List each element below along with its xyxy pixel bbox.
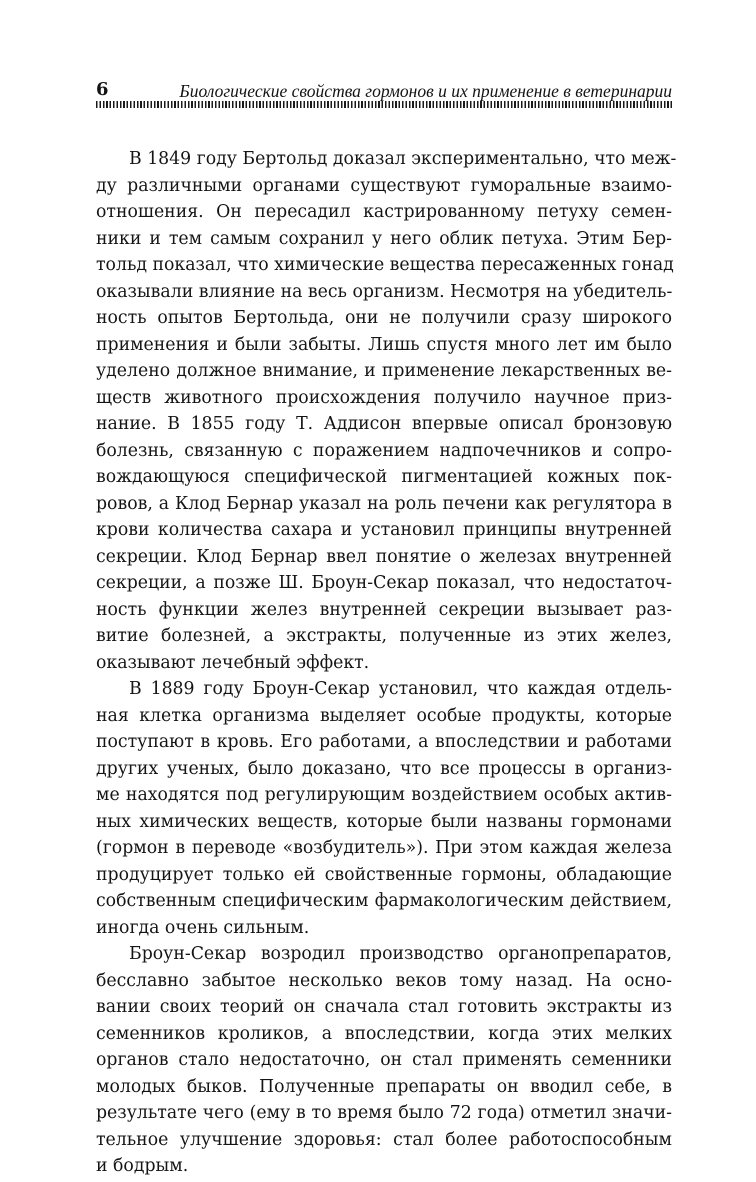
page-number: 6 [96,79,109,100]
text-line: Броун-Секар возродил производство органопрепаратов, [129,944,672,964]
text-line: крови количества сахара и установил принципы внутренней [96,520,672,540]
running-title: Биологические свойства гормонов и их применение в ветеринарии [179,81,672,101]
text-line: В 1849 году Бертольд доказал экспериментально, что меж- [129,149,677,169]
text-line: витие болезней, а экстракты, полученные из этих желез, [96,626,672,646]
text-line: тольд показал, что химические вещества пересаженных гонад [96,255,674,275]
text-line: и бодрым. [96,1156,189,1176]
text-line: ных химических веществ, которые были названы гормонами [96,811,672,832]
text-line: органов стало недостаточно, он стал применять семенники [96,1050,672,1070]
text-line: ровов, а Клод Бернар указал на роль печени как регулятора в [96,493,672,514]
text-line: оказывают лечебный эффект. [96,652,370,673]
text-line: тельное улучшение здоровья: стал более работоспособным [96,1129,672,1150]
text-line: ность опытов Бертольда, они не получили сразу широкого [96,308,672,328]
text-line: (гормон в переводе «возбудитель»). При этом каждая железа [96,838,672,858]
text-line: молодых быков. Полученные препараты он вводил себе, в [96,1076,672,1097]
text-line: оказывали влияние на весь организм. Несмотря на убедитель- [96,281,673,302]
text-line: уделено должное внимание, и применение лекарственных ве- [96,361,672,381]
paragraph [96,941,672,1180]
running-head [96,76,672,104]
text-line: семенников кроликов, а впоследствии, когда этих мелких [96,1023,672,1044]
text-line: секреции. Клод Бернар ввел понятие о железах внутренней [96,546,672,567]
text-line: ме находятся под регулирующим воздействием особых актив- [96,785,672,805]
text-line: ду различными органами существуют гуморальные взаимо- [96,175,672,196]
text-line: других ученых, было доказано, что все процессы в организ- [96,758,672,779]
text-line: болезнь, связанную с поражением надпочечников и сопро- [96,440,672,461]
text-body [96,146,677,1180]
text-line: В 1889 году Броун-Секар установил, что каждая отдель- [129,679,672,699]
text-line: ществ животного происхождения получило научное приз- [96,387,672,408]
text-line: результате чего (ему в то время было 72 года) отметил значи- [96,1103,672,1123]
text-line: вождающуюся специфической пигментацией кожных пок- [96,467,672,487]
text-line: продуцирует только ей свойственные гормоны, обладающие [96,864,672,885]
paragraph [96,676,672,941]
text-line: ность функции желез внутренней секреции вызывает раз- [96,599,672,620]
text-line: собственным специфическим фармакологическим действием, [96,891,672,911]
text-line: применения и были забыты. Лишь спустя много лет им было [96,334,672,355]
text-line: вании своих теорий он сначала стал готовить экстракты из [96,997,672,1017]
text-line: бесславно забытое несколько веков тому назад. На осно- [96,970,672,991]
text-line: нание. В 1855 году Т. Аддисон впервые описал бронзовую [96,414,672,434]
text-line: поступают в кровь. Его работами, а впоследствии и работами [96,732,672,752]
text-line: секреции, а позже Ш. Броун-Секар показал, что недостаточ- [96,573,672,593]
header-dotted-rule [96,101,672,108]
text-line: отношения. Он пересадил кастрированному петуху семен- [96,202,672,222]
text-line: иногда очень сильным. [96,917,310,938]
text-line: ная клетка организма выделяет особые продукты, которые [96,705,672,726]
text-line: ники и тем самым сохранил у него облик петуха. Этим Бер- [96,228,672,249]
paragraph [96,146,677,676]
